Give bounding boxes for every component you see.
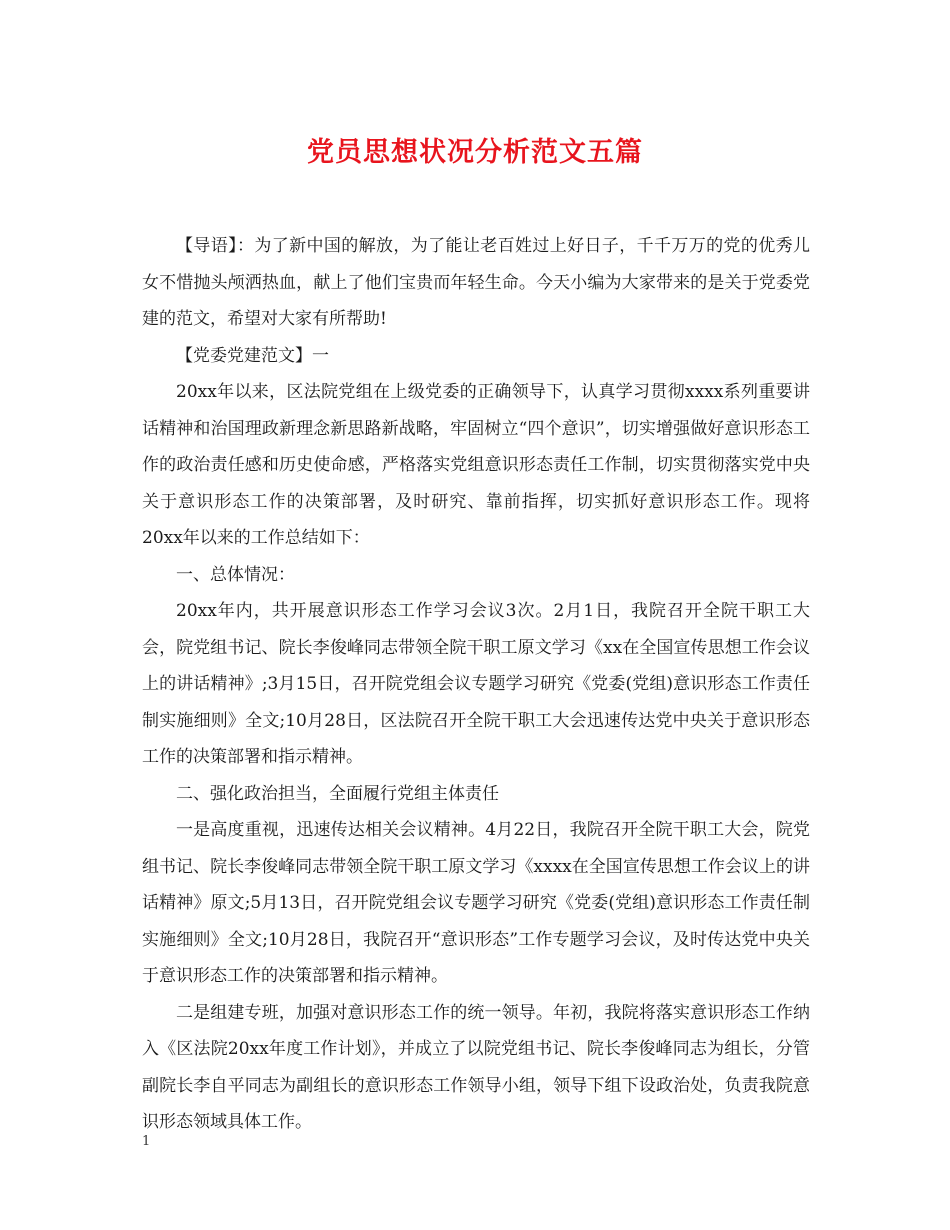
document-body (142, 228, 810, 1141)
paragraph: 二是组建专班，加强对意识形态工作的统一领导。年初，我院将落实意识形态工作纳入《区法院20xx年度工作计划》，并成立了以院党组书记、院长李俊峰同志为组长，分管副院长李自平同志为副组长的意识形态工作领导小组，领导下组下设政治处，负责我院意识形态领域具体工作。 (142, 1002, 810, 1132)
paragraph: 一是高度重视，迅速传达相关会议精神。4月22日，我院召开全院干职工大会，院党组书记、院长李俊峰同志带领全院干职工原文学习《xxxx在全国宣传思想工作会议上的讲话精神》原文;5月13日，召开院党组会议专题学习研究《党委(党组)意识形态工作责任制实施细则》全文;10月28日，我院召开“意识形态”工作专题学习会议，及时传达党中央关于意识形态工作的决策部署和指示精神。 (142, 820, 810, 986)
paragraph: 20xx年以来，区法院党组在上级党委的正确领导下，认真学习贯彻xxxx系列重要讲话精神和治国理政新理念新思路新战略，牢固树立“四个意识”，切实增强做好意识形态工作的政治责任感和历史使命感，严格落实党组意识形态责任工作制，切实贯彻落实党中央关于意识形态工作的决策部署，及时研究、靠前指挥，切实抓好意识形态工作。现将20xx年以来的工作总结如下： (142, 382, 810, 548)
document-title: 党员思想状况分析范文五篇 (307, 137, 643, 168)
paragraph-section-heading: 【党委党建范文】一 (176, 345, 329, 366)
page-number: 1 (142, 1134, 151, 1149)
paragraph: 20xx年内，共开展意识形态工作学习会议3次。2月1日，我院召开全院干职工大会，院党组书记、院长李俊峰同志带领全院干职工原文学习《xx在全国宣传思想工作会议上的讲话精神》;3月15日，召开院党组会议专题学习研究《党委(党组)意识形态工作责任制实施细则》全文;10月28日，区法院召开全院干职工大会迅速传达党中央关于意识形态工作的决策部署和指示精神。 (142, 601, 810, 767)
paragraph-heading-overview: 一、总体情况： (176, 564, 295, 585)
paragraph-heading-responsibility: 二、强化政治担当，全面履行党组主体责任 (176, 783, 499, 804)
paragraph-intro: 【导语】：为了新中国的解放，为了能让老百姓过上好日子，千千万万的党的优秀儿女不惜抛头颅洒热血，献上了他们宝贵而年轻生命。今天小编为大家带来的是关于党委党建的范文，希望对大家有所帮助! (142, 236, 810, 329)
